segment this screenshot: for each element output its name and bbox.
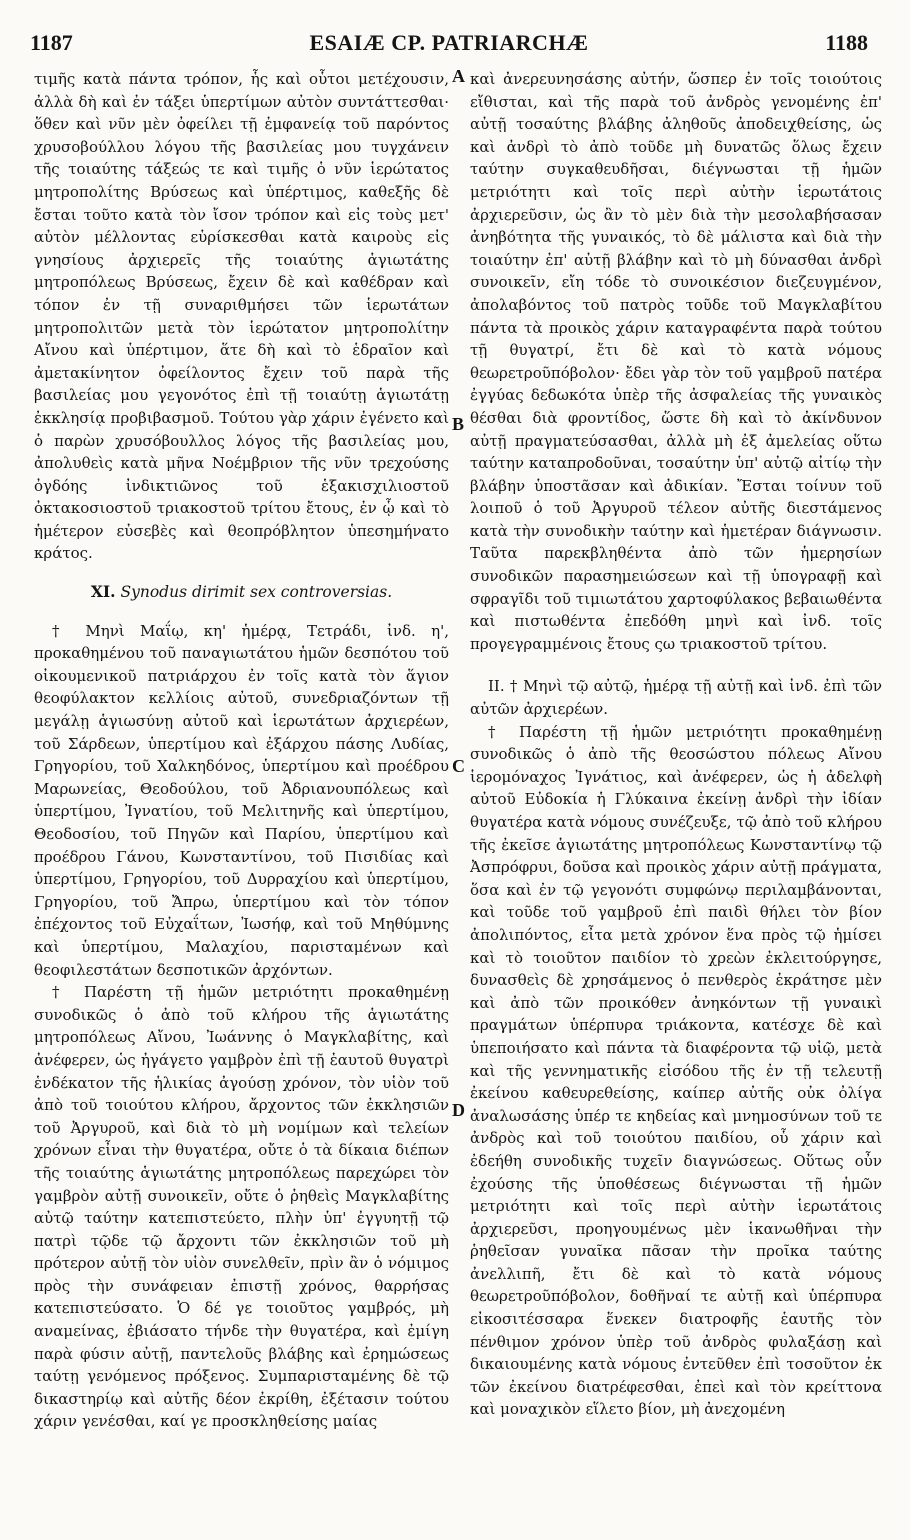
paragraph: καὶ ἀνερευνησάσης αὐτήν, ὥσπερ ἐν τοῖς τοιούτοις εἴθισται, καὶ τῆς παρὰ τοῦ ἀνδρὸς γενομένης ἐπ' αὐτῇ τοσαύτης βλάβης ἀληθοῦς ἀποδειχθείσης, ὡς καὶ ἀνδρὶ τὸ ἀπὸ τοῦδε μὴ δυνατῶς ὅλως ἔχειν ταύτην συγκαθευδῆσαι, διέγνωσται τῇ ἡμῶν μετριότητι καὶ τοῖς περὶ αὐτὴν ἱερωτάτοις ἀρχιερεῦσιν, ὡς ἂν τὸ μὲν διὰ τὴν μεσολαβήσασαν ἀνηβότητα τῆς γυναικός, τὸ δὲ μάλιστα καὶ διὰ τὴν τοιαύτην ἐπ' αὐτῇ βλάβην καὶ τὸ μὴ δύνασθαι ἀνδρὶ συνοικεῖν, εἴη τόδε τὸ συνοικέσιον διεζευγμένον, ἀπολαβόντος τοῦ πατρὸς τοῦδε τοῦ Μαγκλαβίτου πάντα τὰ προικὸς χάριν καταγραφέντα παρὰ τούτου τῇ θυγατρί, ἔτι δὲ καὶ τὸ κατὰ νόμους θεωρετροῦπόβολον· ἔδει γὰρ τὸν τοῦ γαμβροῦ πατέρα ἐγγύας δεδωκότα ὑπὲρ τῆς ἀσφαλείας τῆς γυναικὸς θέσθαι διὰ φροντίδος, ὥστε δὴ καὶ τὸ ἀκίνδυνον αὐτῇ πραγματεύσασθαι, ἀλλὰ μὴ ἐξ ἀμελείας οὕτω ταύτην καταπροδοῦναι, τοσαύτην ὑπ' αὐτῷ αἰτίῳ τὴν βλάβην ὑποστᾶσαν καὶ ἀδικίαν. Ἔσται τοίνυν τοῦ λοιποῦ ὁ τοῦ Ἀργυροῦ τέλεον αὐτῆς διεστάμενος κατὰ τὴν συνοδικὴν ταύτην καὶ ἡμετέραν διάγνωσιν. Ταῦτα παρεκβληθέντα ἀπὸ τῶν ἡμερησίων συνοδικῶν παρασημειώσεων καὶ τῇ ὑπογραφῇ καὶ σφραγῖδι τοῦ τιμιωτάτου χαρτοφύλακος βεβαιωθέντα καὶ πιστωθέντα ἐπεδόθη μηνὶ καὶ ἰνδ. τοῖς προγεγραμμένοις ἔτους ςω τριακοστοῦ τρίτου. xyxy=(470,70,882,653)
paragraph: † Μηνὶ Μαΐῳ, κη' ἡμέρᾳ, Τετράδι, ἰνδ. η', προκαθημένου τοῦ παναγιωτάτου ἡμῶν δεσπότου τοῦ οἰκουμενικοῦ πατριάρχου ἐν τοῖς κατὰ τὸν ἅγιον θεοφύλακτον κελλίοις αὐτοῦ, συνεδριαζόντων τῇ μεγάλῃ ἁγιωσύνῃ αὐτοῦ καὶ ἱερωτάτων ἀρχιερέων, τοῦ Σάρδεων, ὑπερτίμου καὶ ἐξάρχου πάσης Λυδίας, Γρηγορίου, τοῦ Χαλκηδόνος, ὑπερτίμου καὶ προέδρου Μαρωνείας, Θεοδούλου, τοῦ Ἀδριανουπόλεως καὶ ὑπερτίμου, Ἰγνατίου, τοῦ Μελιτηνῆς καὶ ὑπερτίμου, Θεοδοσίου, τοῦ Πηγῶν καὶ Παρίου, ὑπερτίμου καὶ προέδρου Γάνου, Κωνσταντίνου, τοῦ Πισιδίας καὶ ὑπερτίμου, Γρηγορίου, τοῦ Δυρραχίου καὶ ὑπερτίμου, Γρηγορίου, τοῦ Ἄπρω, ὑπερτίμου καὶ τὸν τόπον ἐπέχοντος τοῦ Εὐχαΐτων, Ἰωσήφ, καὶ τοῦ Μηθύμνης καὶ ὑπερτίμου, Μαλαχίου, παρισταμένων καὶ θεοφιλεστάτων δεσποτικῶν ἀρχόντων. xyxy=(34,621,449,979)
running-head xyxy=(30,30,868,60)
left-column xyxy=(34,68,449,1433)
spacer xyxy=(470,655,882,675)
paragraph: II. † Μηνὶ τῷ αὐτῷ, ἡμέρᾳ τῇ αὐτῇ καὶ ἰνδ. ἐπὶ τῶν αὐτῶν ἀρχιερέων. xyxy=(470,677,882,719)
margin-marker-d: D xyxy=(452,1100,465,1120)
paragraph: † Παρέστη τῇ ἡμῶν μετριότητι προκαθημένῃ συνοδικῶς ὁ ἀπὸ τοῦ κλήρου τῆς ἁγιωτάτης μητροπόλεως Αἴνου, Ἰωάννης ὁ Μαγκλαβίτης, καὶ ἀνέφερεν, ὡς ἠγάγετο γαμβρὸν ἐπὶ τῇ ἑαυτοῦ θυγατρὶ ἑνδέκατον τῆς ἡλικίας ἀγούσῃ χρόνον, τὸν υἱὸν τοῦ ἀπὸ τοῦ τοιούτου κλήρου, ἄρχοντος τῶν ἐκκλησιῶν τοῦ Ἀργυροῦ, καὶ διὰ τὸ μὴ νομίμων καὶ τελείων χρόνων εἶναι τὴν θυγατέρα, οὔτε ὁ τὰ δίκαια διέπων τῆς τοιαύτης ἁγιωτάτης μητροπόλεως παρεχώρει τὸν γαμβρὸν αὐτῇ συνοικεῖν, οὔτε ὁ ῥηθεὶς Μαγκλαβίτης αὐτῷ ταύτην κατεπιστεύετο, πλὴν ὑπ' ἐγγυητῇ τῷ πατρὶ τῷδε τῷ ἄρχοντι τῶν ἐκκλησιῶν τοῦ μὴ πρότερον αὐτῇ τὸν υἱὸν συνελθεῖν, πρὶν ἂν ὁ νόμιμος πρὸς τὴν συνάφειαν ἐπιστῇ χρόνος, θαρρήσας κατεπιστεύσατο. Ὁ δέ γε τοιοῦτος γαμβρός, μὴ αναμείνας, ἐβιάσατο τήνδε τὴν θυγατέρα, καὶ ἐμίγη παρὰ φύσιν αὐτῇ, παντελοῦς βλάβης καὶ ἐρημώσεως ταύτῃ γενόμενος πρόξενος. Συμπαρισταμένης δὲ τῷ δικαστηρίῳ καὶ αὐτῆς δέον ἐκρίθη, ἐξέτασιν τούτου χάριν γενέσθαι, καί γε προσκληθείσης μαίας xyxy=(34,983,449,1431)
paragraph: τιμῆς κατὰ πάντα τρόπον, ἧς καὶ οὗτοι μετέχουσιν, ἀλλὰ δὴ καὶ ἐν τάξει ὑπερτίμων αὐτὸν συντάττεσθαι· ὅθεν καὶ νῦν μὲν ὀφείλει τῇ ἐμφανείᾳ τοῦ παρόντος χρυσοβούλλου λόγου τῆς βασιλείας μου τυγχάνειν τῆς τοιαύτης τάξεώς τε καὶ τιμῆς ὁ νῦν ἱερώτατος μητροπολίτης Βρύσεως καὶ ὑπέρτιμος, καθεξῆς δὲ ἔσται τοῦτο κατὰ τὸν ἴσον τρόπον καὶ εἰς τοὺς μετ' αὐτὸν μέλλοντας εὑρίσκεσθαι κατὰ καιροὺς εἰς γνησίους ἀρχιερεῖς τῆς τοιαύτης ἁγιωτάτης μητροπόλεως Βρύσεως, ἔχειν δὲ καὶ καθέδραν καὶ τόπον ἐν τῇ συναριθμήσει τῶν ἱερωτάτων μητροπολιτῶν μετὰ τὸν ἱερώτατον μητροπολίτην Αἴνου καὶ ὑπέρτιμον, ἅτε δὴ καὶ τὸ ἑδραῖον καὶ ἀμετακίνητον ὀφείλοντος ἔχειν τοῦ παρὰ τῆς βασιλείας μου γεγονότος ἐπὶ τῇ τοιαύτῃ ἁγιωτάτῃ ἐκκλησίᾳ προβιβασμοῦ. Τούτου γὰρ χάριν ἐγένετο καὶ ὁ παρὼν χρυσόβουλλος λόγος τῆς βασιλείας μου, ἀπολυθεὶς κατὰ μῆνα Νοέμβριον τῆς νῦν τρεχούσης ὀγδόης ἰνδικτιῶνος τοῦ ἑξακισχιλιοστοῦ ὀκτακοσιοστοῦ τριακοστοῦ τρίτου ἔτους, ἐν ᾧ καὶ τὸ ἡμέτερον εὐσεβὲς καὶ θεοπρόβλητον ὑπεσημήνατο κράτος. xyxy=(34,70,449,563)
paragraph: † Παρέστη τῇ ἡμῶν μετριότητι προκαθημένῃ συνοδικῶς ὁ ἀπὸ τῆς θεοσώστου πόλεως Αἴνου ἱερομόναχος Ἰγνάτιος, καὶ ἀνέφερεν, ὡς ἡ ἀδελφὴ αὐτοῦ Εὐδοκία ἡ Γλύκαινα ἐκείνῃ ἀνδρὶ τὴν ἰδίαν θυγατέρα κατὰ νόμους συνέζευξε, τῷ ἀπὸ τοῦ κλήρου τῆς ἐκεῖσε ἁγιωτάτης μητροπόλεως Κωνσταντίνῳ τῷ Ἀσπρόφρυι, δοῦσα καὶ προικὸς χάριν αὐτῇ πράγματα, ὅσα καὶ ἐν τῷ γεγονότι συμφώνῳ περιλαμβάνονται, καὶ τοῦδε τοῦ γαμβροῦ ἐπὶ παιδὶ θήλει τὸν βίον ἀπολιπόντος, εἶτα μετὰ χρόνον ἕνα πρὸς τῷ ἡμίσει καὶ τὸ τοιοῦτον παιδίον τὸ χρεὼν ἐκλειτούργησε, δυνασθεὶς δὲ χρησάμενος ὁ πενθερὸς ἐκράτησε μὲν καὶ ἀπὸ τῶν προικόθεν ἀνηκόντων τῇ γυναικὶ πραγμάτων ὑπέρπυρα τριάκοντα, κατέσχε δὲ καὶ ὑπεποιήσατο καὶ πάντα τὰ διαφέροντα τῷ υἱῷ, μετὰ καὶ τῆς γεννηματικῆς εἰσόδου τῆς ἐν τῇ τελευτῇ ἐκείνου καθευρεθείσης, καίπερ αὐτῆς οὐκ ὀλίγα ἀναλωσάσης ὑπέρ τε κηδείας καὶ μνημοσύνων τοῦ τε ἀνδρὸς καὶ τοῦ τοιούτου παιδίου, οὗ χάριν καὶ ἐδεήθη συνοδικῆς τυχεῖν διαγνώσεως. Οὕτως οὖν ἐχούσης τῆς ὑποθέσεως διέγνωσται τῇ ἡμῶν μετριότητι καὶ τοῖς περὶ αὐτὴν ἱερωτάτοις ἀρχιερεῦσι, προηγουμένως μὲν ἱκανωθῆναι τὴν ῥηθεῖσαν γυναῖκα πᾶσαν τὴν προῖκα ταύτης ἀνελλιπῆ, ἔτι δὲ καὶ τὸ κατὰ νόμους θεωρετροῦπόβολον, δοθῆναί τε αὐτῇ καὶ ὑπέρπυρα εἰκοσιτέσσαρα ἕνεκεν διατροφῆς ἑαυτῆς τὸν πένθιμον χρόνον ὑπὲρ τοῦ ἀνδρὸς φυλαξάσῃ καὶ δικαιουμένης κατὰ νόμους ἐντεῦθεν ἐπὶ τοσοῦτον ἐκ τῶν ἐκείνου διατρέφεσθαι, ἐπεὶ καὶ τὸν κρείττονα καὶ μοναχικὸν εἵλετο βίον, μὴ ἀνεχομένη xyxy=(470,722,882,1419)
right-column xyxy=(470,68,882,1421)
section-heading xyxy=(34,581,449,604)
margin-marker-a: A xyxy=(452,66,465,86)
margin-marker-c: C xyxy=(452,756,465,776)
section-number: XI. xyxy=(90,582,116,602)
left-page-number: 1187 xyxy=(30,30,73,55)
right-page-number: 1188 xyxy=(825,30,868,55)
margin-marker-b: B xyxy=(452,414,465,434)
running-title: ESAIÆ CP. PATRIARCHÆ xyxy=(309,30,589,55)
section-title: Synodus dirimit sex controversias. xyxy=(120,583,393,602)
